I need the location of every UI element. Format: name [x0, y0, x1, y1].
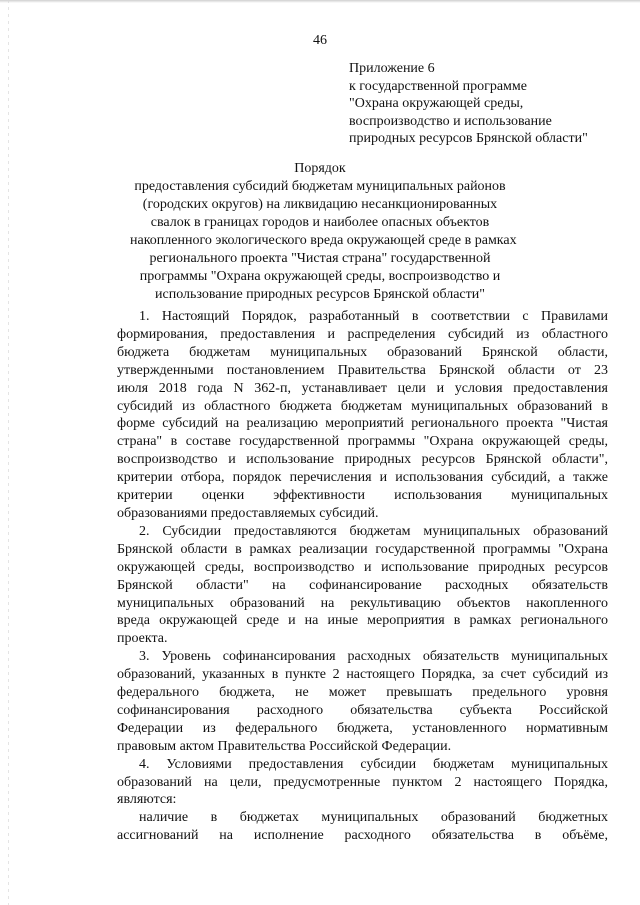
body-paragraph [117, 308, 608, 523]
appendix-line: Приложение 6 [349, 61, 435, 76]
paragraph-line: образований на цели, предусмотренные пунктом 2 настоящего Порядка, [117, 774, 608, 790]
body-paragraph [117, 523, 608, 648]
body-paragraph [117, 756, 608, 810]
appendix-line: воспроизводство и использование [349, 113, 552, 129]
paragraph-line: являются: [117, 792, 177, 808]
heading-line: (городских округов) на ликвидацию несанкционированных [142, 197, 498, 212]
appendix-line: к государственной программе [349, 78, 527, 94]
paragraph-line: утвержденными постановлением Правительства Брянской области от 23 [117, 362, 608, 378]
paragraph-line: Федерации из федерального бюджета, установленного нормативным [117, 720, 608, 736]
paragraph-line: формирования, предоставления и распределения субсидий из областного [117, 326, 608, 342]
paragraph-line: Брянской области" на софинансирование расходных обязательств [117, 577, 608, 593]
paragraph-line: субсидий из областного бюджета бюджетам муниципальных образований в [117, 398, 608, 414]
heading-line: накопленного экологического вреда окружающей среде в рамках [130, 233, 517, 248]
paragraph-line: 2. Субсидии предоставляются бюджетам муниципальных образований [139, 523, 608, 539]
page-number: 46 [313, 33, 327, 48]
scan-left-edge [8, 0, 9, 905]
paragraph-line: Брянской области в рамках реализации государственной программы "Охрана [117, 541, 608, 557]
body-paragraph [117, 648, 608, 755]
paragraph-line: образованиями предоставляемых субсидий. [117, 505, 379, 521]
paragraph-line: 4. Условиями предоставления субсидии бюджетам муниципальных [139, 756, 608, 772]
paragraph-line: проекта. [117, 631, 168, 647]
scan-top-edge [0, 0, 640, 3]
paragraph-line: 1. Настоящий Порядок, разработанный в соответствии с Правилами [139, 309, 608, 324]
document-heading [130, 160, 517, 304]
paragraph-line: ассигнований на исполнение расходного обязательства в объёме, [117, 828, 608, 844]
heading-line: предоставления субсидий бюджетам муниципальных районов [134, 179, 506, 194]
paragraph-line: июля 2018 года N 362-п, устанавливает цели и условия предоставления [117, 380, 608, 396]
paragraph-line: федерального бюджета, не может превышать предельного уровня [117, 685, 608, 701]
paragraph-line: правовым актом Правительства Российской Федерации. [117, 738, 452, 754]
paragraph-line: форме субсидий на реализацию мероприятий регионального проекта "Чистая [117, 416, 608, 432]
paragraph-line: образований, указанных в пункте 2 настоящего Порядка, за счет субсидий из [117, 667, 608, 683]
paragraph-line: окружающей среды, воспроизводство и использование природных ресурсов [117, 559, 608, 575]
heading-line: использование природных ресурсов Брянской области" [155, 287, 485, 302]
appendix-line: "Охрана окружающей среды, [349, 96, 524, 111]
paragraph-line: софинансирования расходного обязательства субъекта Российской [117, 702, 608, 718]
heading-line: свалок в границах городов и наиболее опасных объектов [150, 215, 490, 230]
heading-line: регионального проекта "Чистая страна" государственной [149, 251, 491, 266]
paragraph-line: воспроизводство и использование природных ресурсов Брянской области", [117, 452, 608, 468]
heading-line: программы "Охрана окружающей среды, воспроизводство и [139, 269, 501, 284]
body-text [117, 308, 608, 845]
appendix-line: природных ресурсов Брянской области" [349, 131, 588, 146]
paragraph-line: 3. Уровень софинансирования расходных обязательств муниципальных [139, 649, 608, 665]
paragraph-line: страна" в составе государственной программы "Охрана окружающей среды, [117, 434, 608, 450]
paragraph-line: наличие в бюджетах муниципальных образований бюджетных [139, 810, 608, 826]
paragraph-line: критерии отбора, порядок перечисления и использования субсидий, а также [117, 470, 608, 486]
paragraph-line: бюджета бюджетам муниципальных образований Брянской области, [117, 344, 608, 360]
paragraph-line: муниципальных образований на рекультивацию объектов накопленного [117, 595, 608, 611]
body-paragraph [117, 809, 608, 845]
paragraph-line: критерии оценки эффективности использования муниципальных [117, 488, 608, 504]
paragraph-line: вреда окружающей среде и на иные мероприятия в рамках регионального [117, 613, 608, 629]
document-title: Порядок [294, 161, 346, 176]
appendix-block [349, 60, 588, 148]
